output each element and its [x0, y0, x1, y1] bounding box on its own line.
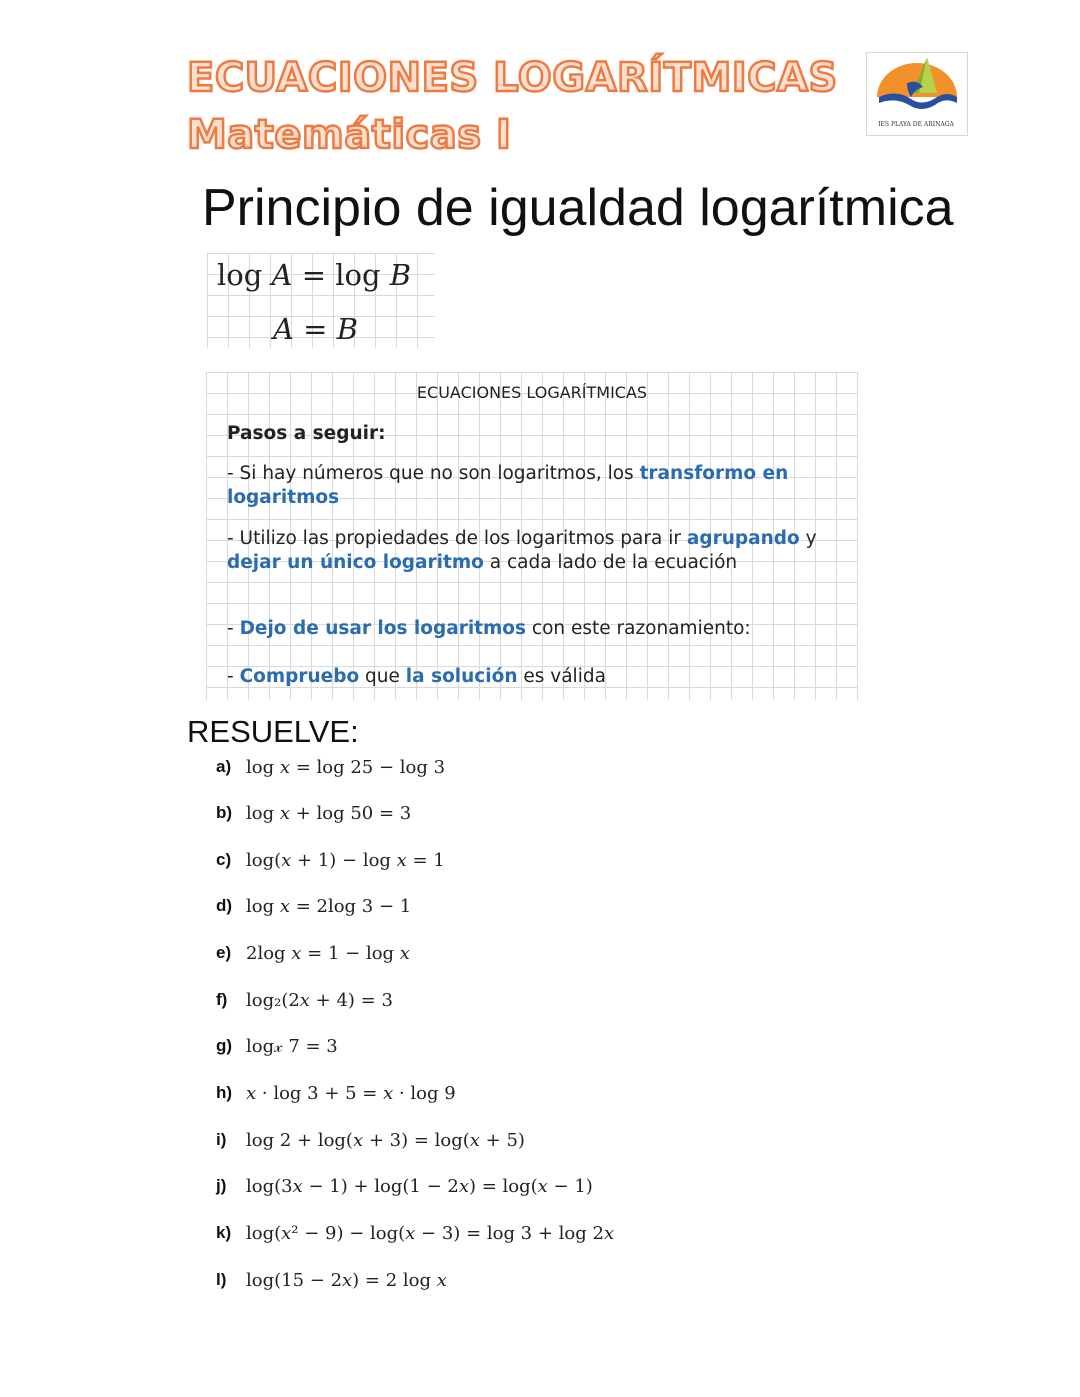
- steps-card: [206, 372, 858, 700]
- exercise-item: [216, 891, 411, 921]
- exercise-label: g): [216, 1036, 233, 1055]
- step-2: - Utilizo las propiedades de los logaritmos para ir agrupando y dejar un único logaritmo a cada lado de la ecuación: [227, 528, 817, 573]
- exercise-label: i): [216, 1130, 227, 1149]
- exercise-equation: log 2 + log(𝑥 + 3) = log(𝑥 + 5): [246, 1129, 525, 1151]
- exercise-equation: log 𝑥 + log 50 = 3: [246, 802, 412, 824]
- section-heading: Principio de igualdad logarítmica: [202, 179, 954, 237]
- exercise-label: b): [216, 803, 233, 822]
- exercises-heading: RESUELVE:: [187, 714, 359, 749]
- exercise-item: [216, 845, 445, 875]
- exercise-label: c): [216, 850, 232, 869]
- step-4: - Compruebo que la solución es válida: [227, 666, 606, 687]
- equation-log-a-equals-log-b: log A = log B: [217, 258, 412, 292]
- exercise-item: [216, 1171, 593, 1201]
- exercise-label: f): [216, 990, 228, 1009]
- exercise-equation: log(𝑥 + 1) − log 𝑥 = 1: [246, 849, 445, 871]
- exercise-item: [216, 1031, 338, 1061]
- exercise-equation: log(𝑥² − 9) − log(𝑥 − 3) = log 3 + log 2𝑥: [246, 1222, 615, 1244]
- equation-a-equals-b: A = B: [273, 312, 359, 346]
- exercise-label: j): [216, 1176, 227, 1195]
- step-3: - Dejo de usar los logaritmos con este razonamiento:: [227, 618, 751, 639]
- steps-label: Pasos a seguir:: [227, 423, 386, 444]
- exercise-equation: log 𝑥 = log 25 − log 3: [246, 756, 446, 778]
- steps-card-title: ECUACIONES LOGARÍTMICAS: [416, 383, 648, 402]
- exercise-item: [216, 1265, 447, 1295]
- exercise-item: [216, 1078, 456, 1108]
- exercise-label: a): [216, 757, 232, 776]
- exercise-equation: log₂(2𝑥 + 4) = 3: [246, 989, 393, 1011]
- document-subtitle: Matemáticas I: [187, 112, 512, 158]
- exercise-equation: 𝑥 · log 3 + 5 = 𝑥 · log 9: [246, 1082, 456, 1104]
- exercise-item: [216, 985, 393, 1015]
- equality-principle-box: [207, 253, 435, 348]
- exercise-label: l): [216, 1270, 227, 1289]
- exercise-equation: 2log 𝑥 = 1 − log 𝑥: [246, 942, 410, 964]
- exercise-equation: log 𝑥 = 2log 3 − 1: [246, 895, 412, 917]
- exercise-equation: log(15 − 2𝑥) = 2 log 𝑥: [246, 1269, 447, 1291]
- exercise-label: k): [216, 1223, 232, 1242]
- step-1: - Si hay números que no son logaritmos, los transformo en logaritmos: [227, 463, 789, 508]
- exercise-item: [216, 1125, 525, 1155]
- exercise-label: h): [216, 1083, 233, 1102]
- exercise-label: d): [216, 896, 233, 915]
- exercise-equation: log𝓍 7 = 3: [246, 1035, 338, 1057]
- exercise-label: e): [216, 943, 232, 962]
- exercise-item: [216, 1218, 614, 1248]
- exercise-equation: log(3𝑥 − 1) + log(1 − 2𝑥) = log(𝑥 − 1): [246, 1175, 593, 1197]
- exercise-item: [216, 938, 410, 968]
- exercise-item: [216, 752, 445, 782]
- exercise-item: [216, 798, 411, 828]
- logo-caption: IES PLAYA DE ARINAGA: [878, 121, 954, 128]
- document-title: ECUACIONES LOGARÍTMICAS: [187, 55, 838, 101]
